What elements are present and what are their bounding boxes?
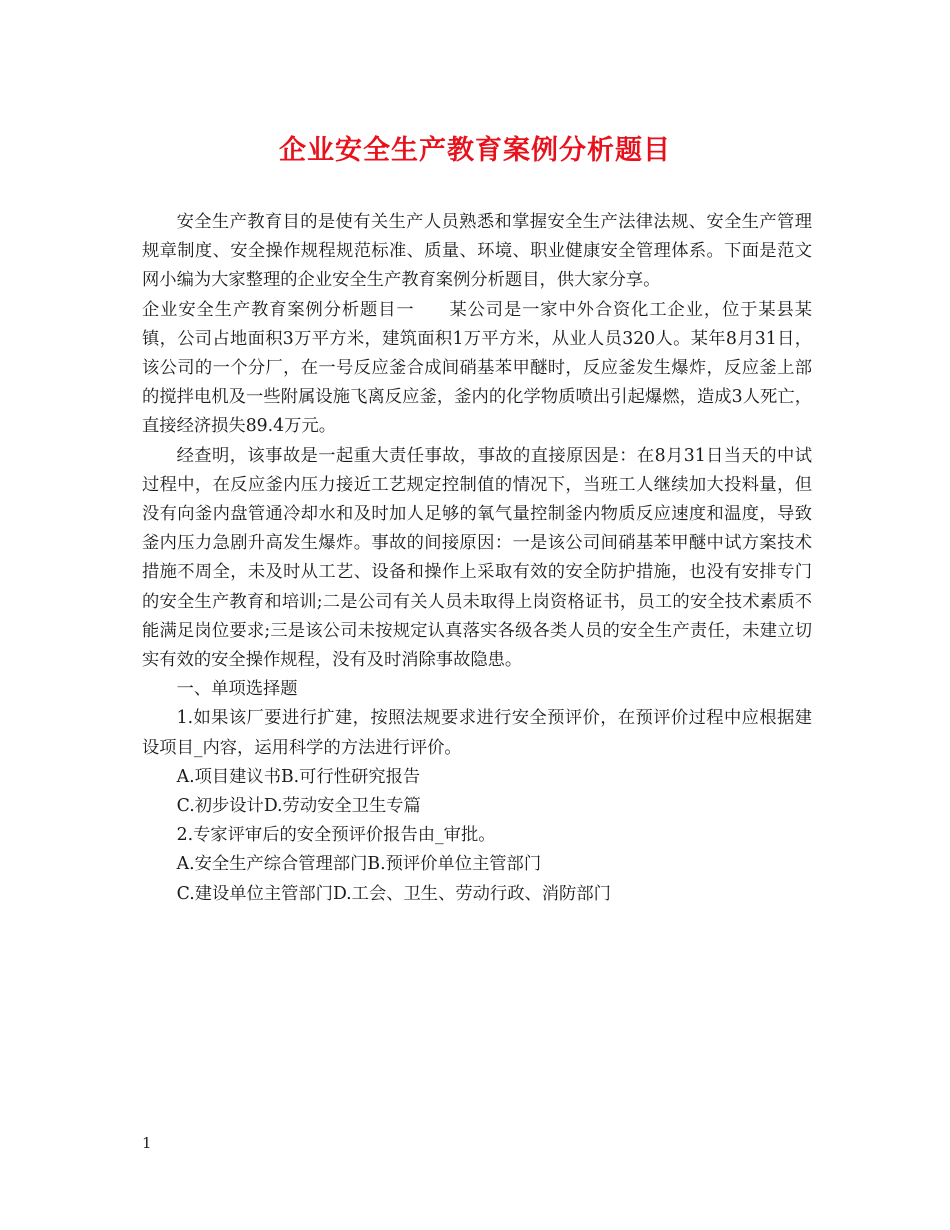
case-paragraph bbox=[142, 296, 812, 442]
intro-paragraph: 安全生产教育目的是使有关生产人员熟悉和掌握安全生产法律法规、安全生产管理规章制度、安全操作规程规范标准、质量、环境、职业健康安全管理体系。下面是范文网小编为大家整理的企业安全生产教育案例分析题目，供大家分享。 bbox=[142, 212, 812, 291]
page-number: 1 bbox=[142, 1134, 152, 1152]
question-1-options-ab: A.项目建议书B.可行性研究报告 bbox=[176, 766, 421, 787]
question-1-options-cd: C.初步设计D.劳动安全卫生专篇 bbox=[176, 796, 421, 817]
question-2-options-ab: A.安全生产综合管理部门B.预评价单位主管部门 bbox=[176, 854, 542, 875]
case-body: 某公司是一家中外合资化工企业，位于某县某镇，公司占地面积3万平方米，建筑面积1万平方米，从业人员320人。某年8月31日，该公司的一个分厂，在一号反应釜合成间硝基苯甲醚时，反应釜发生爆炸，反应釜上部的搅拌电机及一些附属设施飞离反应釜，釜内的化学物质喷出引起爆燃，造成3人死亡，直接经济损失89.4万元。 bbox=[142, 299, 812, 437]
question-1: 1.如果该厂要进行扩建，按照法规要求进行安全预评价，在预评价过程中应根据建设项目_内容，运用科学的方法进行评价。 bbox=[142, 708, 812, 758]
document-title: 企业安全生产教育案例分析题目 bbox=[279, 135, 671, 166]
section-heading: 一、单项选择题 bbox=[176, 679, 298, 700]
investigation-paragraph: 经查明，该事故是一起重大责任事故，事故的直接原因是：在8月31日当天的中试过程中，在反应釜内压力接近工艺规定控制值的情况下，当班工人继续加大投料量，但没有向釜内盘管通冷却水和及时加人足够的氧气量控制釜内物质反应速度和温度，导致釜内压力急剧升高发生爆炸。事故的间接原因：一是该公司间硝基苯甲醚中试方案技术措施不周全，未及时从工艺、设备和操作上采取有效的安全防护措施，也没有安排专门的安全生产教育和培训;二是公司有关人员未取得上岗资格证书，员工的安全技术素质不能满足岗位要求;三是该公司未按规定认真落实各级各类人员的安全生产责任，未建立切实有效的安全操作规程，没有及时消除事故隐患。 bbox=[142, 445, 812, 671]
question-2: 2.专家评审后的安全预评价报告由_审批。 bbox=[176, 825, 496, 846]
question-2-options-cd: C.建设单位主管部门D.工会、卫生、劳动行政、消防部门 bbox=[176, 883, 611, 904]
document-body bbox=[142, 208, 812, 909]
case-heading: 企业安全生产教育案例分析题目一 bbox=[142, 299, 415, 320]
